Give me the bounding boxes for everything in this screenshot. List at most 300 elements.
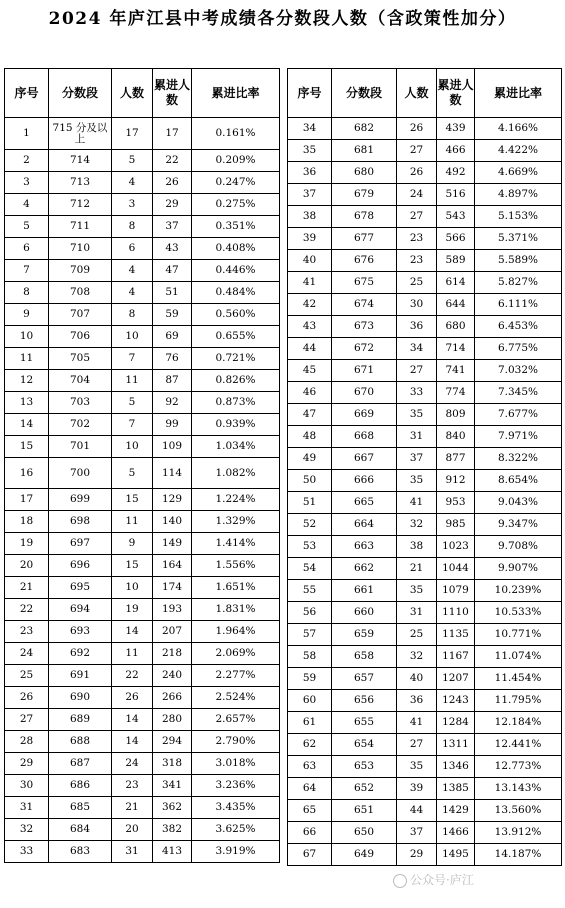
cell-count: 35 — [397, 404, 437, 426]
cell-cumulative-ratio: 0.275% — [192, 194, 280, 216]
cell-index: 61 — [288, 712, 332, 734]
cell-cumulative-ratio: 0.446% — [192, 260, 280, 282]
cell-count: 4 — [112, 260, 153, 282]
cell-index: 46 — [288, 382, 332, 404]
cell-cumulative-ratio: 1.556% — [192, 555, 280, 577]
cell-cumulative-count: 1385 — [437, 778, 475, 800]
table-row — [5, 665, 280, 687]
cell-score-range: 698 — [49, 511, 112, 533]
cell-score-range: 650 — [332, 822, 397, 844]
cell-score-range: 683 — [49, 841, 112, 863]
cell-count: 11 — [112, 511, 153, 533]
cell-score-range: 673 — [332, 316, 397, 338]
cell-score-range: 713 — [49, 172, 112, 194]
cell-cumulative-ratio: 2.524% — [192, 687, 280, 709]
cell-cumulative-ratio: 13.912% — [475, 822, 562, 844]
cell-cumulative-count: 280 — [153, 709, 192, 731]
cell-score-range: 694 — [49, 599, 112, 621]
cell-count: 32 — [397, 646, 437, 668]
watermark — [393, 871, 474, 888]
table-row — [288, 492, 562, 514]
cell-cumulative-count: 741 — [437, 360, 475, 382]
table-row — [288, 712, 562, 734]
table-row — [288, 624, 562, 646]
cell-cumulative-count: 912 — [437, 470, 475, 492]
cell-cumulative-ratio: 1.831% — [192, 599, 280, 621]
cell-cumulative-ratio: 10.533% — [475, 602, 562, 624]
cell-index: 26 — [5, 687, 49, 709]
table-row — [288, 338, 562, 360]
cell-count: 35 — [397, 580, 437, 602]
cell-count: 34 — [397, 338, 437, 360]
cell-cumulative-ratio: 11.074% — [475, 646, 562, 668]
cell-count: 19 — [112, 599, 153, 621]
table-row — [5, 304, 280, 326]
cell-score-range: 710 — [49, 238, 112, 260]
cell-cumulative-count: 1207 — [437, 668, 475, 690]
cell-cumulative-ratio: 0.721% — [192, 348, 280, 370]
cell-count: 14 — [112, 731, 153, 753]
cell-score-range: 653 — [332, 756, 397, 778]
cell-index: 47 — [288, 404, 332, 426]
cell-index: 11 — [5, 348, 49, 370]
cell-score-range: 695 — [49, 577, 112, 599]
cell-index: 1 — [5, 118, 49, 150]
cell-cumulative-ratio: 0.408% — [192, 238, 280, 260]
cell-score-range: 652 — [332, 778, 397, 800]
page-title: 2024 年庐江县中考成绩各分数段人数（含政策性加分） — [48, 9, 517, 29]
cell-cumulative-count: 114 — [153, 458, 192, 489]
cell-cumulative-ratio: 1.224% — [192, 489, 280, 511]
cell-count: 23 — [397, 250, 437, 272]
cell-count: 11 — [112, 370, 153, 392]
cell-cumulative-count: 1284 — [437, 712, 475, 734]
table-row — [5, 282, 280, 304]
cell-index: 17 — [5, 489, 49, 511]
cell-index: 3 — [5, 172, 49, 194]
cell-score-range: 714 — [49, 150, 112, 172]
cell-index: 13 — [5, 392, 49, 414]
cell-index: 29 — [5, 753, 49, 775]
cell-cumulative-count: 1311 — [437, 734, 475, 756]
cell-cumulative-count: 240 — [153, 665, 192, 687]
cell-cumulative-count: 76 — [153, 348, 192, 370]
table-row — [5, 687, 280, 709]
cell-cumulative-count: 1167 — [437, 646, 475, 668]
cell-index: 50 — [288, 470, 332, 492]
cell-cumulative-count: 362 — [153, 797, 192, 819]
cell-score-range: 682 — [332, 118, 397, 140]
cell-count: 26 — [112, 687, 153, 709]
cell-cumulative-count: 1079 — [437, 580, 475, 602]
cell-cumulative-ratio: 5.827% — [475, 272, 562, 294]
cell-cumulative-count: 1110 — [437, 602, 475, 624]
cell-index: 53 — [288, 536, 332, 558]
cell-cumulative-ratio: 0.873% — [192, 392, 280, 414]
cell-index: 66 — [288, 822, 332, 844]
cell-count: 14 — [112, 621, 153, 643]
cell-score-range: 660 — [332, 602, 397, 624]
table-row — [288, 206, 562, 228]
cell-count: 21 — [112, 797, 153, 819]
header-score-range: 分数段 — [332, 69, 397, 118]
cell-score-range: 712 — [49, 194, 112, 216]
cell-count: 35 — [397, 756, 437, 778]
cell-cumulative-count: 714 — [437, 338, 475, 360]
cell-cumulative-count: 466 — [437, 140, 475, 162]
cell-score-range: 664 — [332, 514, 397, 536]
table-row — [5, 436, 280, 458]
cell-cumulative-count: 218 — [153, 643, 192, 665]
cell-score-range: 662 — [332, 558, 397, 580]
cell-index: 56 — [288, 602, 332, 624]
table-row — [5, 511, 280, 533]
cell-index: 24 — [5, 643, 49, 665]
cell-score-range: 669 — [332, 404, 397, 426]
cell-cumulative-ratio: 14.187% — [475, 844, 562, 866]
cell-cumulative-ratio: 5.153% — [475, 206, 562, 228]
cell-index: 28 — [5, 731, 49, 753]
cell-cumulative-ratio: 0.484% — [192, 282, 280, 304]
table-row — [288, 756, 562, 778]
table-row — [288, 536, 562, 558]
cell-score-range: 715 分及以上 — [49, 118, 112, 150]
header-cumulative-count: 累进人数 — [437, 69, 475, 118]
table-row — [288, 448, 562, 470]
cell-score-range: 654 — [332, 734, 397, 756]
cell-count: 35 — [397, 470, 437, 492]
cell-count: 36 — [397, 690, 437, 712]
cell-score-range: 689 — [49, 709, 112, 731]
cell-cumulative-ratio: 0.247% — [192, 172, 280, 194]
cell-cumulative-count: 644 — [437, 294, 475, 316]
cell-cumulative-count: 22 — [153, 150, 192, 172]
cell-cumulative-count: 59 — [153, 304, 192, 326]
table-row — [288, 360, 562, 382]
cell-count: 25 — [397, 624, 437, 646]
cell-index: 5 — [5, 216, 49, 238]
cell-score-range: 677 — [332, 228, 397, 250]
cell-cumulative-ratio: 1.034% — [192, 436, 280, 458]
table-row — [288, 184, 562, 206]
cell-score-range: 655 — [332, 712, 397, 734]
cell-index: 2 — [5, 150, 49, 172]
cell-index: 32 — [5, 819, 49, 841]
watermark-text: 公众号·庐江 — [410, 873, 474, 887]
cell-cumulative-ratio: 2.790% — [192, 731, 280, 753]
cell-score-range: 691 — [49, 665, 112, 687]
cell-count: 8 — [112, 304, 153, 326]
cell-score-range: 670 — [332, 382, 397, 404]
cell-index: 45 — [288, 360, 332, 382]
cell-count: 37 — [397, 822, 437, 844]
table-row — [288, 118, 562, 140]
cell-cumulative-ratio: 12.184% — [475, 712, 562, 734]
cell-count: 44 — [397, 800, 437, 822]
table-row — [5, 533, 280, 555]
cell-cumulative-count: 266 — [153, 687, 192, 709]
cell-cumulative-ratio: 13.143% — [475, 778, 562, 800]
cell-score-range: 676 — [332, 250, 397, 272]
cell-index: 25 — [5, 665, 49, 687]
cell-index: 51 — [288, 492, 332, 514]
table-row — [5, 621, 280, 643]
cell-cumulative-count: 207 — [153, 621, 192, 643]
cell-cumulative-ratio: 12.441% — [475, 734, 562, 756]
table-row — [288, 734, 562, 756]
cell-cumulative-count: 17 — [153, 118, 192, 150]
cell-cumulative-ratio: 3.236% — [192, 775, 280, 797]
cell-cumulative-ratio: 9.347% — [475, 514, 562, 536]
cell-index: 64 — [288, 778, 332, 800]
cell-cumulative-count: 589 — [437, 250, 475, 272]
table-row — [288, 426, 562, 448]
table-row — [288, 140, 562, 162]
cell-score-range: 661 — [332, 580, 397, 602]
cell-cumulative-ratio: 3.625% — [192, 819, 280, 841]
cell-cumulative-ratio: 10.771% — [475, 624, 562, 646]
cell-cumulative-count: 26 — [153, 172, 192, 194]
cell-index: 4 — [5, 194, 49, 216]
cell-count: 10 — [112, 326, 153, 348]
cell-index: 10 — [5, 326, 49, 348]
cell-cumulative-count: 37 — [153, 216, 192, 238]
cell-cumulative-count: 566 — [437, 228, 475, 250]
table-row — [288, 514, 562, 536]
cell-count: 4 — [112, 282, 153, 304]
cell-index: 49 — [288, 448, 332, 470]
cell-count: 21 — [397, 558, 437, 580]
cell-cumulative-ratio: 5.371% — [475, 228, 562, 250]
cell-cumulative-ratio: 0.826% — [192, 370, 280, 392]
cell-index: 34 — [288, 118, 332, 140]
cell-cumulative-count: 840 — [437, 426, 475, 448]
cell-score-range: 705 — [49, 348, 112, 370]
cell-cumulative-count: 543 — [437, 206, 475, 228]
cell-cumulative-count: 774 — [437, 382, 475, 404]
cell-cumulative-count: 439 — [437, 118, 475, 140]
cell-index: 42 — [288, 294, 332, 316]
table-row — [5, 731, 280, 753]
cell-index: 22 — [5, 599, 49, 621]
cell-score-range: 667 — [332, 448, 397, 470]
cell-count: 27 — [397, 360, 437, 382]
cell-score-range: 657 — [332, 668, 397, 690]
cell-index: 44 — [288, 338, 332, 360]
header-index: 序号 — [5, 69, 49, 118]
cell-index: 63 — [288, 756, 332, 778]
table-row — [288, 844, 562, 866]
cell-index: 37 — [288, 184, 332, 206]
table-row — [5, 489, 280, 511]
table-row — [5, 643, 280, 665]
table-row — [288, 602, 562, 624]
cell-count: 27 — [397, 734, 437, 756]
cell-cumulative-count: 1466 — [437, 822, 475, 844]
cell-count: 30 — [397, 294, 437, 316]
cell-cumulative-ratio: 7.971% — [475, 426, 562, 448]
cell-cumulative-ratio: 5.589% — [475, 250, 562, 272]
cell-index: 57 — [288, 624, 332, 646]
cell-score-range: 703 — [49, 392, 112, 414]
cell-cumulative-ratio: 3.435% — [192, 797, 280, 819]
cell-cumulative-ratio: 6.453% — [475, 316, 562, 338]
cell-index: 23 — [5, 621, 49, 643]
cell-count: 37 — [397, 448, 437, 470]
cell-index: 62 — [288, 734, 332, 756]
cell-cumulative-ratio: 1.651% — [192, 577, 280, 599]
cell-count: 27 — [397, 140, 437, 162]
cell-score-range: 706 — [49, 326, 112, 348]
cell-count: 31 — [397, 426, 437, 448]
cell-index: 27 — [5, 709, 49, 731]
cell-cumulative-count: 174 — [153, 577, 192, 599]
cell-cumulative-count: 1495 — [437, 844, 475, 866]
cell-cumulative-count: 1044 — [437, 558, 475, 580]
table-row — [5, 216, 280, 238]
cell-count: 36 — [397, 316, 437, 338]
score-table-left — [4, 68, 280, 863]
cell-count: 26 — [397, 162, 437, 184]
cell-cumulative-ratio: 1.329% — [192, 511, 280, 533]
table-row — [288, 316, 562, 338]
cell-index: 18 — [5, 511, 49, 533]
table-row — [288, 250, 562, 272]
cell-count: 32 — [397, 514, 437, 536]
cell-cumulative-ratio: 2.069% — [192, 643, 280, 665]
cell-index: 39 — [288, 228, 332, 250]
table-row — [288, 580, 562, 602]
cell-cumulative-count: 341 — [153, 775, 192, 797]
cell-score-range: 701 — [49, 436, 112, 458]
table-row — [288, 668, 562, 690]
cell-cumulative-ratio: 4.422% — [475, 140, 562, 162]
cell-score-range: 659 — [332, 624, 397, 646]
cell-cumulative-count: 87 — [153, 370, 192, 392]
cell-index: 40 — [288, 250, 332, 272]
cell-count: 4 — [112, 172, 153, 194]
table-row — [5, 118, 280, 150]
cell-index: 30 — [5, 775, 49, 797]
cell-score-range: 680 — [332, 162, 397, 184]
table-row — [5, 709, 280, 731]
cell-score-range: 663 — [332, 536, 397, 558]
cell-index: 15 — [5, 436, 49, 458]
cell-cumulative-count: 1429 — [437, 800, 475, 822]
table-row — [5, 555, 280, 577]
header-count: 人数 — [397, 69, 437, 118]
cell-index: 8 — [5, 282, 49, 304]
cell-cumulative-count: 164 — [153, 555, 192, 577]
cell-count: 8 — [112, 216, 153, 238]
cell-cumulative-ratio: 8.654% — [475, 470, 562, 492]
cell-cumulative-count: 140 — [153, 511, 192, 533]
cell-cumulative-ratio: 9.043% — [475, 492, 562, 514]
cell-cumulative-count: 1023 — [437, 536, 475, 558]
cell-index: 14 — [5, 414, 49, 436]
cell-count: 6 — [112, 238, 153, 260]
cell-cumulative-count: 413 — [153, 841, 192, 863]
cell-count: 10 — [112, 436, 153, 458]
score-table-right — [287, 68, 562, 866]
cell-score-range: 672 — [332, 338, 397, 360]
table-row — [5, 392, 280, 414]
table-row — [288, 690, 562, 712]
cell-cumulative-ratio: 7.032% — [475, 360, 562, 382]
table-row — [5, 458, 280, 489]
cell-count: 15 — [112, 555, 153, 577]
cell-count: 14 — [112, 709, 153, 731]
cell-score-range: 690 — [49, 687, 112, 709]
cell-score-range: 684 — [49, 819, 112, 841]
cell-index: 20 — [5, 555, 49, 577]
cell-cumulative-count: 69 — [153, 326, 192, 348]
cell-cumulative-count: 1346 — [437, 756, 475, 778]
table-header-row — [5, 69, 280, 118]
header-score-range: 分数段 — [49, 69, 112, 118]
cell-cumulative-count: 382 — [153, 819, 192, 841]
cell-cumulative-ratio: 1.964% — [192, 621, 280, 643]
cell-cumulative-count: 516 — [437, 184, 475, 206]
cell-score-range: 699 — [49, 489, 112, 511]
cell-index: 35 — [288, 140, 332, 162]
cell-count: 41 — [397, 712, 437, 734]
cell-cumulative-count: 1243 — [437, 690, 475, 712]
cell-index: 38 — [288, 206, 332, 228]
cell-score-range: 707 — [49, 304, 112, 326]
cell-cumulative-ratio: 12.773% — [475, 756, 562, 778]
cell-count: 15 — [112, 489, 153, 511]
cell-cumulative-count: 51 — [153, 282, 192, 304]
table-row — [5, 599, 280, 621]
table-row — [5, 150, 280, 172]
cell-count: 38 — [397, 536, 437, 558]
table-row — [5, 194, 280, 216]
cell-cumulative-count: 129 — [153, 489, 192, 511]
cell-cumulative-ratio: 0.939% — [192, 414, 280, 436]
table-header-row — [288, 69, 562, 118]
cell-cumulative-ratio: 0.655% — [192, 326, 280, 348]
cell-cumulative-count: 318 — [153, 753, 192, 775]
cell-index: 59 — [288, 668, 332, 690]
cell-score-range: 666 — [332, 470, 397, 492]
cell-cumulative-count: 877 — [437, 448, 475, 470]
cell-count: 23 — [397, 228, 437, 250]
table-row — [5, 753, 280, 775]
cell-cumulative-count: 29 — [153, 194, 192, 216]
cell-index: 19 — [5, 533, 49, 555]
cell-count: 22 — [112, 665, 153, 687]
cell-count: 9 — [112, 533, 153, 555]
cell-score-range: 649 — [332, 844, 397, 866]
cell-cumulative-count: 92 — [153, 392, 192, 414]
cell-index: 67 — [288, 844, 332, 866]
cell-cumulative-ratio: 2.657% — [192, 709, 280, 731]
cell-index: 33 — [5, 841, 49, 863]
cell-count: 20 — [112, 819, 153, 841]
table-row — [288, 822, 562, 844]
table-row — [5, 348, 280, 370]
cell-score-range: 668 — [332, 426, 397, 448]
cell-score-range: 697 — [49, 533, 112, 555]
cell-score-range: 671 — [332, 360, 397, 382]
cell-index: 41 — [288, 272, 332, 294]
cell-count: 39 — [397, 778, 437, 800]
cell-cumulative-ratio: 11.454% — [475, 668, 562, 690]
cell-count: 25 — [397, 272, 437, 294]
cell-cumulative-count: 614 — [437, 272, 475, 294]
table-row — [5, 172, 280, 194]
